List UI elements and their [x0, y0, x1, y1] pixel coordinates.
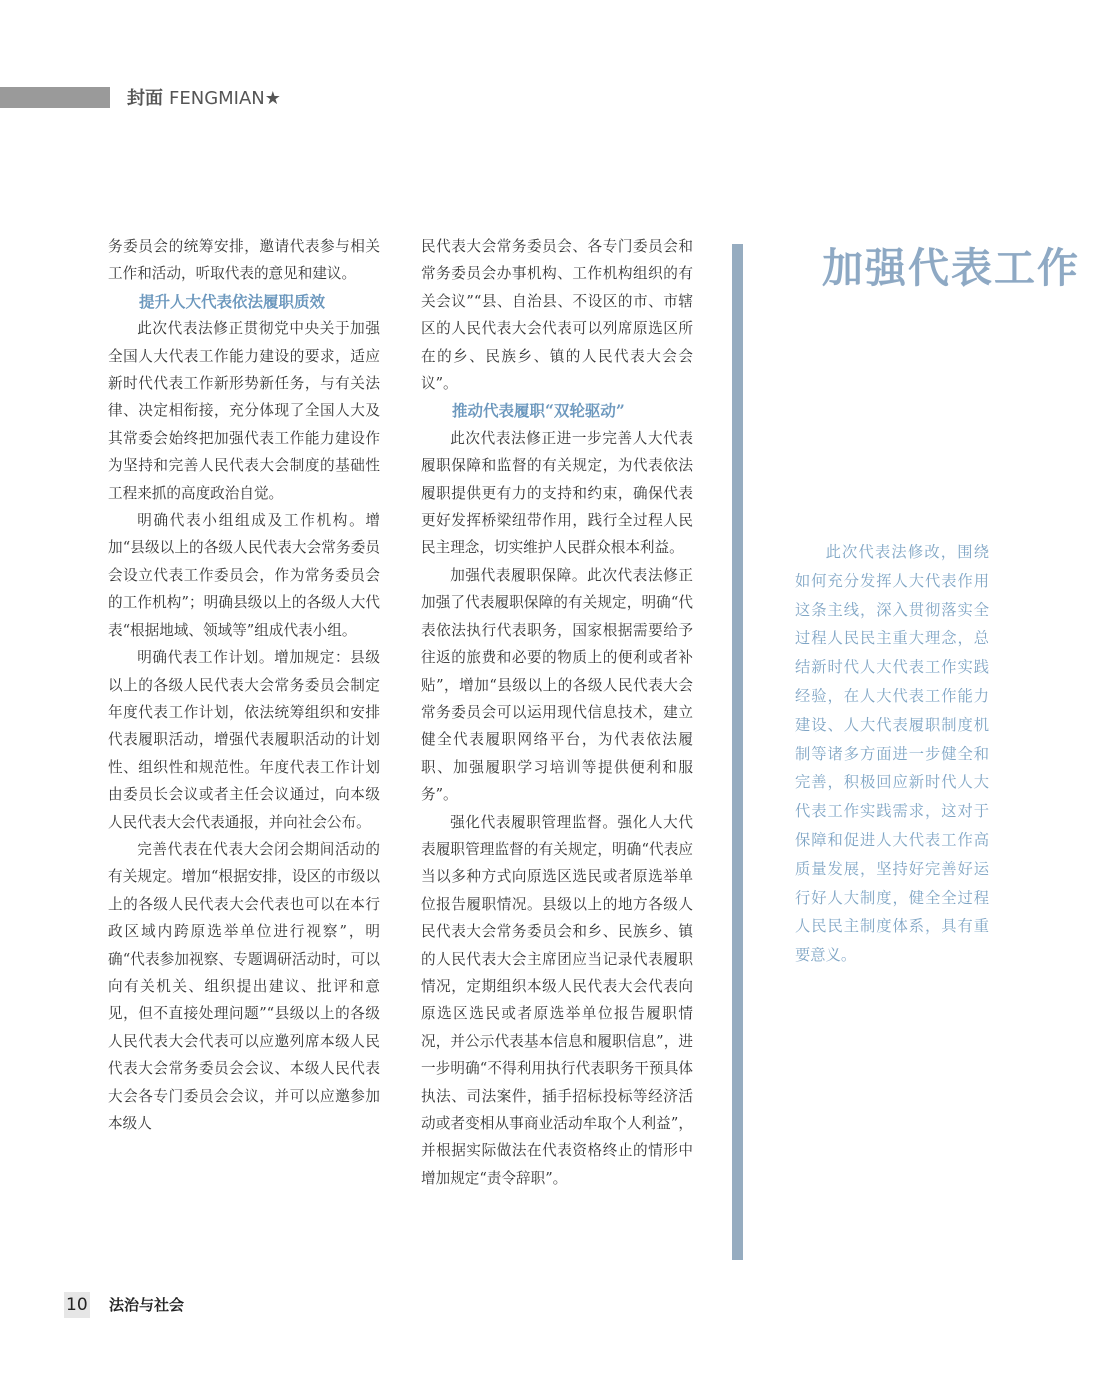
- section-label-cn: 封面: [127, 88, 163, 109]
- decorative-vertical-rule: [732, 244, 743, 1260]
- feature-title: 加强代表工作: [822, 244, 1080, 292]
- section-subheading: 推动代表履职“双轮驱动”: [452, 401, 625, 421]
- body-paragraph: 明确代表工作计划。增加规定：县级以上的各级人民代表大会常务委员会制定年度代表工作计划，依法统筹组织和安排代表履职活动，增强代表履职活动的计划性、组织性和规范性。年度代表工作计划由委员长会议或者主任会议通过，向本级人民代表大会代表通报，并向社会公布。: [108, 649, 380, 831]
- article-column-1: [108, 233, 380, 1137]
- body-paragraph: 此次代表法修正进一步完善人大代表履职保障和监督的有关规定，为代表依法履职提供更有力的支持和约束，确保代表更好发挥桥梁纽带作用，践行全过程人民民主理念，切实维护人民群众根本利益。: [421, 429, 693, 557]
- body-paragraph: 此次代表法修正贯彻党中央关于加强全国人大代表工作能力建设的要求，适应新时代代表工作新形势新任务，与有关法律、决定相衔接，充分体现了全国人大及其常委会始终把加强代表工作能力建设作为坚持和完善人民代表大会制度的基础性工程来抓的高度政治自觉。: [108, 320, 380, 502]
- article-column-2: [421, 233, 693, 1192]
- section-subheading: 提升人大代表依法履职质效: [139, 291, 326, 311]
- pull-quote: 此次代表法修改，围绕如何充分发挥人大代表作用这条主线，深入贯彻落实全过程人民民主重大理念，总结新时代人大代表工作实践经验，在人大代表工作能力建设、人大代表履职制度机制等诸多方面进一步健全和完善，积极回应新时代人大代表工作实践需求，这对于保障和促进人大代表工作高质量发展，坚持好完善好运行好人大制度，健全全过程人民民主制度体系，具有重要意义。: [795, 543, 989, 965]
- body-paragraph: 加强代表履职保障。此次代表法修正加强了代表履职保障的有关规定，明确“代表依法执行代表职务，国家根据需要给予往返的旅费和必要的物质上的便利或者补贴”，增加“县级以上的各级人民代表大会常务委员会可以运用现代信息技术，建立健全代表履职网络平台，为代表依法履职、加强履职学习培训等提供便利和服务”。: [421, 566, 693, 804]
- page-number: 10: [64, 1292, 90, 1318]
- section-header-bar: [0, 87, 110, 108]
- section-label: [127, 87, 281, 111]
- body-paragraph: 务委员会的统筹安排，邀请代表参与相关工作和活动，听取代表的意见和建议。: [108, 238, 380, 283]
- body-paragraph: 强化代表履职管理监督。强化人大代表履职管理监督的有关规定，明确“代表应当以多种方式向原选区选民或者原选举单位报告履职情况。县级以上的地方各级人民代表大会常务委员会和乡、民族乡、镇的人民代表大会主席团应当记录代表履职情况，定期组织本级人民代表大会代表向原选区选民或者原选举单位报告履职情况，并公示代表基本信息和履职信息”，进一步明确“不得利用执行代表职务干预具体执法、司法案件，插手招标投标等经济活动或者变相从事商业活动牟取个人利益”，并根据实际做法在代表资格终止的情形中增加规定“责令辞职”。: [421, 813, 693, 1187]
- journal-name: 法治与社会: [109, 1296, 185, 1314]
- body-paragraph: 民代表大会常务委员会、各专门委员会和常务委员会办事机构、工作机构组织的有关会议”“县、自治县、不设区的市、市辖区的人民代表大会代表可以列席原选区所在的乡、民族乡、镇的人民代表大会会议”。: [421, 238, 693, 393]
- body-paragraph: 明确代表小组组成及工作机构。增加“县级以上的各级人民代表大会常务委员会设立代表工作委员会，作为常务委员会的工作机构”；明确县级以上的各级人大代表“根据地域、领域等”组成代表小组。: [108, 512, 380, 639]
- section-label-en: FENGMIAN★: [169, 88, 281, 109]
- body-paragraph: 完善代表在代表大会闭会期间活动的有关规定。增加“根据安排，设区的市级以上的各级人民代表大会代表也可以在本行政区域内跨原选举单位进行视察”，明确“代表参加视察、专题调研活动时，可以向有关机关、组织提出建议、批评和意见，但不直接处理问题”“县级以上的各级人民代表大会代表可以应邀列席本级人民代表大会常务委员会会议、本级人民代表大会各专门委员会会议，并可以应邀参加本级人: [108, 840, 380, 1132]
